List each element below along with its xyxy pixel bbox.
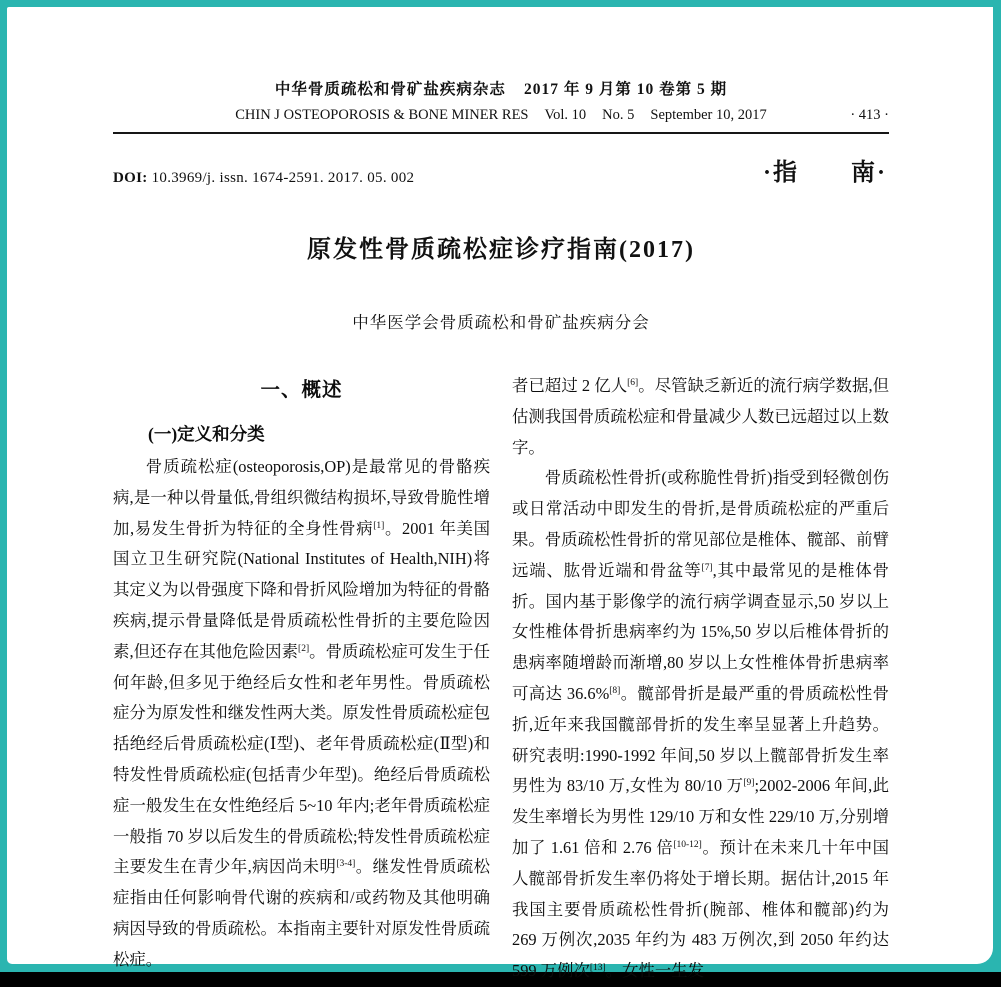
subsection-heading: (一)定义和分类 — [148, 424, 265, 444]
article-title: 原发性骨质疏松症诊疗指南(2017) — [307, 237, 695, 263]
text-segment: ,其中最常见的是椎体骨折。国内基于影像学的流行病学调查显示,50 岁以上女性椎体骨折患病率约为 15%,50 岁以后椎体骨折的患病率随增龄而渐增,80 岁以上女性椎体骨折患病率可高达 36.6% — [512, 560, 889, 703]
column-tag-guideline: ·指 南· — [762, 160, 887, 186]
page-number: · 413 · — [850, 107, 889, 123]
left-column — [113, 371, 490, 987]
article-author: 中华医学会骨质疏松和骨矿盐疾病分会 — [352, 313, 650, 332]
citation-ref: [3-4] — [336, 859, 356, 870]
section-heading: 一、概述 — [260, 380, 343, 401]
text-segment: 。髋部骨折是最严重的骨质疏松性骨折,近年来我国髋部骨折的发生率呈显著上升趋势。研究表明:1990-1992 年间,50 岁以上髋部骨折发生率男性为 83/10 万,女性为 80/10 万 — [512, 683, 890, 796]
doi-row — [113, 152, 889, 187]
paragraph — [113, 452, 490, 976]
doi-label: DOI: — [113, 170, 148, 186]
paragraph-continuation — [512, 371, 889, 463]
header-rule — [113, 132, 889, 134]
doi-value: 10.3969/j. issn. 1674-2591. 2017. 05. 002 — [151, 170, 415, 186]
text-segment: 。女性一生发 — [605, 961, 705, 981]
citation-ref: [10-12] — [673, 839, 702, 850]
citation-ref: [8] — [609, 685, 621, 696]
text-segment: 。尽管缺乏新近的流行病学数据,但估测我国骨质疏松症和骨量减少人数已远超过以上数字。 — [512, 376, 889, 457]
journal-number: No. 5 — [602, 107, 635, 123]
text-segment: 者已超过 2 亿人 — [512, 376, 628, 395]
journal-header-cn — [113, 77, 889, 99]
citation-ref: [2] — [298, 643, 310, 654]
citation-ref: [1] — [373, 520, 385, 531]
two-column-body — [113, 371, 889, 987]
journal-issue-cn: 2017 年 9 月第 10 卷第 5 期 — [523, 81, 728, 98]
text-segment: 。预计在未来几十年中国人髋部骨折发生率仍将处于增长期。据估计,2015 年我国主要骨质疏松性骨折(腕部、椎体和髋部)约为 269 万例次,2035 年约为 483 万例次,到 2050 年约达 599 万例次 — [512, 837, 890, 981]
text-segment: 骨质疏松性骨折(或称脆性骨折)指受到轻微创伤或日常活动中即发生的骨折,是骨质疏松症的严重后果。骨质疏松性骨折的常见部位是椎体、髋部、前臂远端、肱骨近端和骨盆等 — [512, 468, 889, 580]
journal-title-cn: 中华骨质疏松和骨矿盐疾病杂志 — [274, 81, 506, 98]
doi — [113, 170, 414, 187]
page-content — [113, 7, 889, 987]
paragraph — [512, 463, 889, 987]
right-column — [512, 371, 889, 987]
citation-ref: [9] — [743, 778, 755, 789]
text-segment: 。继发性骨质疏松症指由任何影响骨代谢的疾病和/或药物及其他明确病因导致的骨质疏松。本指南主要针对原发性骨质疏松症。 — [113, 857, 490, 969]
text-segment: 骨质疏松症(osteoporosis,OP)是最常见的骨骼疾病,是一种以骨量低,骨组织微结构损坏,导致骨脆性增加,易发生骨折为特征的全身性骨病 — [113, 457, 490, 538]
journal-volume: Vol. 10 — [544, 107, 587, 123]
journal-title-en: CHIN J OSTEOPOROSIS & BONE MINER RES — [235, 107, 529, 123]
text-segment: 。2001 年美国国立卫生研究院(National Institutes of Health,NIH)将其定义为以骨强度下降和骨折风险增加为特征的骨骼疾病,提示骨量降低是骨质疏松性骨折的主要危险因素,但还存在其他危险因素 — [113, 518, 490, 661]
journal-page — [7, 7, 993, 981]
citation-ref: [7] — [701, 562, 713, 573]
citation-ref: [13] — [589, 963, 606, 974]
citation-ref: [6] — [627, 378, 639, 388]
journal-date: September 10, 2017 — [650, 107, 767, 123]
journal-header-en-mid — [235, 107, 767, 124]
text-segment: ;2002-2006 年间,此发生率增长为男性 129/10 万和女性 229/10 万,分别增加了 1.61 倍和 2.76 倍 — [512, 776, 889, 857]
text-segment: 。骨质疏松症可发生于任何年龄,但多见于绝经后女性和老年男性。骨质疏松症分为原发性和继发性两大类。原发性骨质疏松症包括绝经后骨质疏松症(Ⅰ型)、老年骨质疏松症(Ⅱ型)和特发性骨质疏松症(包括青少年型)。绝经后骨质疏松症一般发生在女性绝经后 5~10 年内;老年骨质疏松症一般指 70 岁以后发生的骨质疏松;特发性骨质疏松症主要发生在青少年,病因尚未明 — [113, 641, 490, 877]
journal-header-en — [113, 107, 889, 124]
